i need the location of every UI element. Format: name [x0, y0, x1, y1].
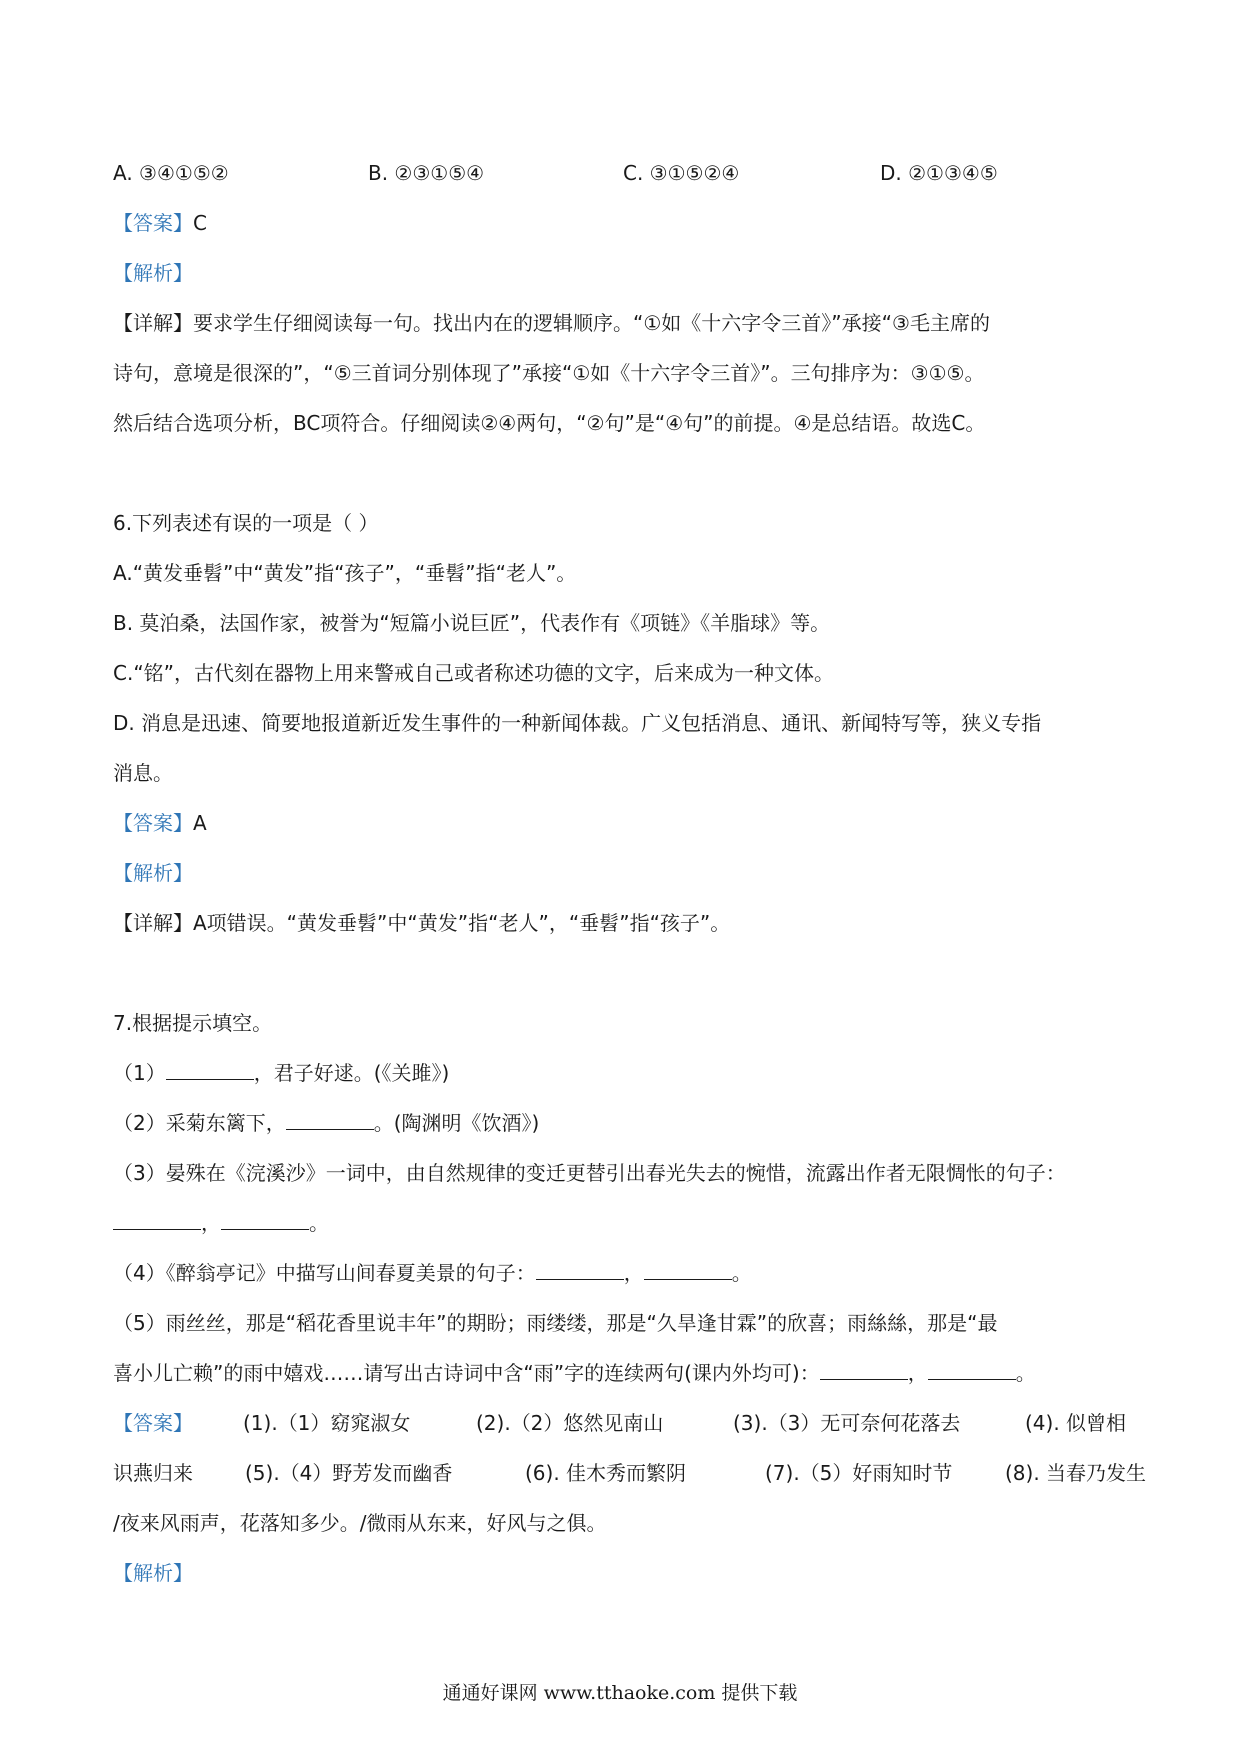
q6-detail: 【详解】A项错误。“黄发垂髫”中“黄发”指“老人”，“垂髫”指“孩子”。 [113, 911, 731, 935]
q7-item-3: （3）晏殊在《浣溪沙》一词中，由自然规律的变迁更替引出春光失去的惋惜，流露出作者无限惆怅的句子： [113, 1161, 1066, 1185]
q7-answer-line-1 [113, 1408, 1135, 1438]
q7-item-2 [113, 1108, 1135, 1138]
q7-answer-8: (8). 当春乃发生 [1005, 1461, 1147, 1485]
terminator: 。 [1015, 1361, 1036, 1385]
q5-option-d: D. ②①③④⑤ [880, 161, 998, 185]
q5-option-b: B. ②③①⑤④ [368, 161, 485, 185]
q6-option-b: B. 莫泊桑，法国作家，被誉为“短篇小说巨匠”，代表作有《项链》《羊脂球》等。 [113, 611, 831, 635]
q6-option-a: A.“黄发垂髫”中“黄发”指“孩子”，“垂髫”指“老人”。 [113, 561, 577, 585]
fill-blank [644, 1259, 732, 1280]
q6-option-c: C.“铭”，古代刻在器物上用来警戒自己或者称述功德的文字，后来成为一种文体。 [113, 661, 835, 685]
analysis-tag: 【解析】 [113, 1561, 193, 1585]
analysis-tag: 【解析】 [113, 261, 193, 285]
q7-item-4 [113, 1258, 1135, 1288]
q5-option-c: C. ③①⑤②④ [623, 161, 740, 185]
answer-tag: 【答案】 [113, 211, 193, 235]
q7-answer-6: (6). 佳木秀而繁阴 [525, 1461, 687, 1485]
q7-answer-5: (5).（4）野芳发而幽香 [245, 1461, 453, 1485]
q7-item-5-text: 喜小儿亡赖”的雨中嬉戏……请写出古诗词中含“雨”字的连续两句(课内外均可)： [113, 1361, 820, 1385]
q5-option-a: A. ③④①⑤② [113, 161, 229, 185]
q7-stem: 7.根据提示填空。 [113, 1011, 273, 1035]
fill-blank [113, 1209, 201, 1230]
q7-item-5-cont [113, 1358, 1135, 1388]
q5-analysis-tag [113, 258, 1135, 288]
q7-answer-4: (4). 似曾相 [1025, 1411, 1127, 1435]
q7-item-2-text: （2）采菊东篱下， [113, 1111, 286, 1135]
page-footer: 通通好课网 www.tthaoke.com 提供下载 [442, 1682, 798, 1704]
fill-blank [928, 1359, 1016, 1380]
terminator: 。 [309, 1211, 329, 1235]
q7-answer-1: (1).（1）窈窕淑女 [243, 1411, 411, 1435]
separator: ， [623, 1261, 644, 1285]
q5-options-row [113, 158, 1135, 188]
q6-answer-line [113, 808, 1135, 838]
q5-detail-line-2: 诗句，意境是很深的”，“⑤三首词分别体现了”承接“①如《十六字令三首》”。三句排序为：③①⑤。 [113, 361, 985, 385]
fill-blank [221, 1209, 309, 1230]
q5-detail-line-1: 【详解】要求学生仔细阅读每一句。找出内在的逻辑顺序。“①如《十六字令三首》”承接“③毛主席的 [113, 311, 990, 335]
q5-detail-line-3: 然后结合选项分析，BC项符合。仔细阅读②④两句，“②句”是“④句”的前提。④是总结语。故选C。 [113, 411, 986, 435]
analysis-tag: 【解析】 [113, 861, 193, 885]
q7-item-3-blanks [113, 1208, 1135, 1238]
fill-blank [820, 1359, 908, 1380]
q5-answer-value: C [193, 211, 207, 235]
separator: ， [907, 1361, 928, 1385]
fill-blank [166, 1059, 254, 1080]
q6-analysis-tag [113, 858, 1135, 888]
fill-blank [286, 1109, 374, 1130]
q6-stem: 6.下列表述有误的一项是（ ） [113, 511, 379, 535]
q7-item-5: （5）雨丝丝，那是“稻花香里说丰年”的期盼；雨缕缕，那是“久旱逢甘霖”的欣喜；雨絲絲，那是“最 [113, 1311, 998, 1335]
answer-tag: 【答案】 [113, 811, 193, 835]
q7-answer-line-2 [113, 1458, 1147, 1488]
q7-answer-7: (7).（5）好雨知时节 [765, 1461, 953, 1485]
q5-answer-line [113, 208, 1135, 238]
q7-analysis-tag [113, 1558, 1135, 1588]
q7-item-1 [113, 1058, 1135, 1088]
q7-answer-line-3: /夜来风雨声，花落知多少。/微雨从东来，好风与之俱。 [113, 1511, 607, 1535]
q6-option-d-cont: 消息。 [113, 761, 173, 785]
q7-answer-4-cont: 识燕归来 [113, 1461, 193, 1485]
q6-option-d: D. 消息是迅速、简要地报道新近发生事件的一种新闻体裁。广义包括消息、通讯、新闻特写等，狭义专指 [113, 711, 1042, 735]
q7-answer-3: (3).（3）无可奈何花落去 [733, 1411, 961, 1435]
answer-tag: 【答案】 [113, 1411, 193, 1435]
fill-blank [536, 1259, 624, 1280]
q7-item-1-prefix: （1） [113, 1061, 166, 1085]
q7-answer-2: (2).（2）悠然见南山 [476, 1411, 664, 1435]
q7-item-1-text: ，君子好逑。(《关雎》) [253, 1061, 450, 1085]
separator: ， [201, 1211, 221, 1235]
q7-item-4-text: （4）《醉翁亭记》中描写山间春夏美景的句子： [113, 1261, 536, 1285]
q7-item-2-source: 。(陶渊明《饮酒》) [373, 1111, 540, 1135]
q6-answer-value: A [193, 811, 207, 835]
terminator: 。 [731, 1261, 752, 1285]
